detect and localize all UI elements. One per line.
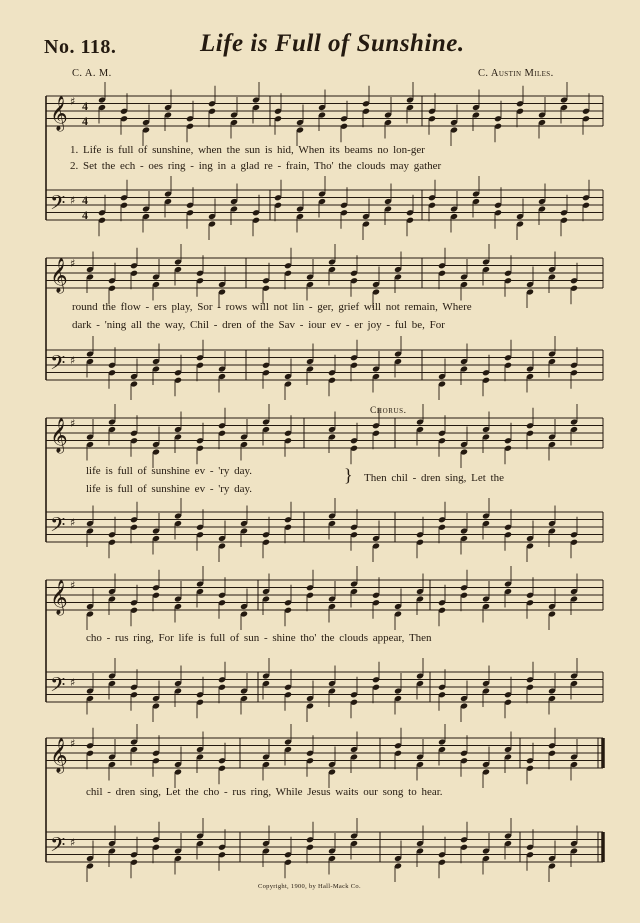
lyric-line: 1. Life is full of sunshine, when the sun is hid, When its beams no lon-ger — [70, 144, 425, 156]
treble-clef-icon: 𝄞 — [50, 258, 68, 293]
lyric-line: 2. Set the ech - oes ring - ing in a glad re - frain, Tho' the clouds may gather — [70, 160, 442, 172]
treble-clef-icon: 𝄞 — [50, 580, 68, 615]
chorus-label: Chorus. — [370, 406, 407, 416]
key-sharp-icon: ♯ — [70, 354, 76, 367]
time-signature: 4 — [82, 114, 88, 128]
key-sharp-icon: ♯ — [70, 194, 76, 207]
hymn-title: Life is Full of Sunshine. — [200, 30, 465, 57]
key-sharp-icon: ♯ — [70, 737, 76, 750]
lyric-line: Then chil - dren sing, Let the — [364, 472, 504, 484]
key-sharp-icon: ♯ — [70, 676, 76, 689]
lyric-line: life is full of sunshine ev - 'ry day. — [86, 483, 253, 495]
key-sharp-icon: ♯ — [70, 516, 76, 529]
treble-clef-icon: 𝄞 — [50, 96, 68, 131]
time-signature: 4 — [82, 99, 88, 113]
key-sharp-icon: ♯ — [70, 417, 76, 430]
key-sharp-icon: ♯ — [70, 836, 76, 849]
lyric-line: round the flow - ers play, Sor - rows will not lin - ger, grief will not remain, Where — [72, 301, 472, 313]
composer-credit: C. Austin Miles. — [478, 68, 554, 79]
bass-clef-icon: 𝄢 — [50, 191, 66, 219]
bass-clef-icon: 𝄢 — [50, 673, 66, 701]
bass-clef-icon: 𝄢 — [50, 513, 66, 541]
bass-clef-icon: 𝄢 — [50, 833, 66, 861]
key-sharp-icon: ♯ — [70, 579, 76, 592]
verse-brace: } — [344, 465, 353, 485]
treble-clef-icon: 𝄞 — [50, 418, 68, 453]
lyric-line: cho - rus ring, For life is full of sun - shine tho' the clouds appear, Then — [86, 632, 432, 644]
key-sharp-icon: ♯ — [70, 257, 76, 270]
hymn-number: No. 118. — [44, 36, 117, 58]
time-signature: 4 — [82, 208, 88, 222]
lyric-line: life is full of sunshine ev - 'ry day. — [86, 465, 253, 477]
lyric-line: dark - 'ning all the way, Chil - dren of the Sav - iour ev - er joy - ful be, For — [72, 319, 445, 331]
treble-clef-icon: 𝄞 — [50, 738, 68, 773]
bass-clef-icon: 𝄢 — [50, 351, 66, 379]
lyricist-credit: C. A. M. — [72, 68, 112, 79]
lyric-line: chil - dren sing, Let the cho - rus ring, While Jesus waits our song to hear. — [86, 786, 443, 798]
copyright-notice: Copyright, 1900, by Hall-Mack Co. — [258, 883, 361, 890]
key-sharp-icon: ♯ — [70, 95, 76, 108]
time-signature: 4 — [82, 193, 88, 207]
